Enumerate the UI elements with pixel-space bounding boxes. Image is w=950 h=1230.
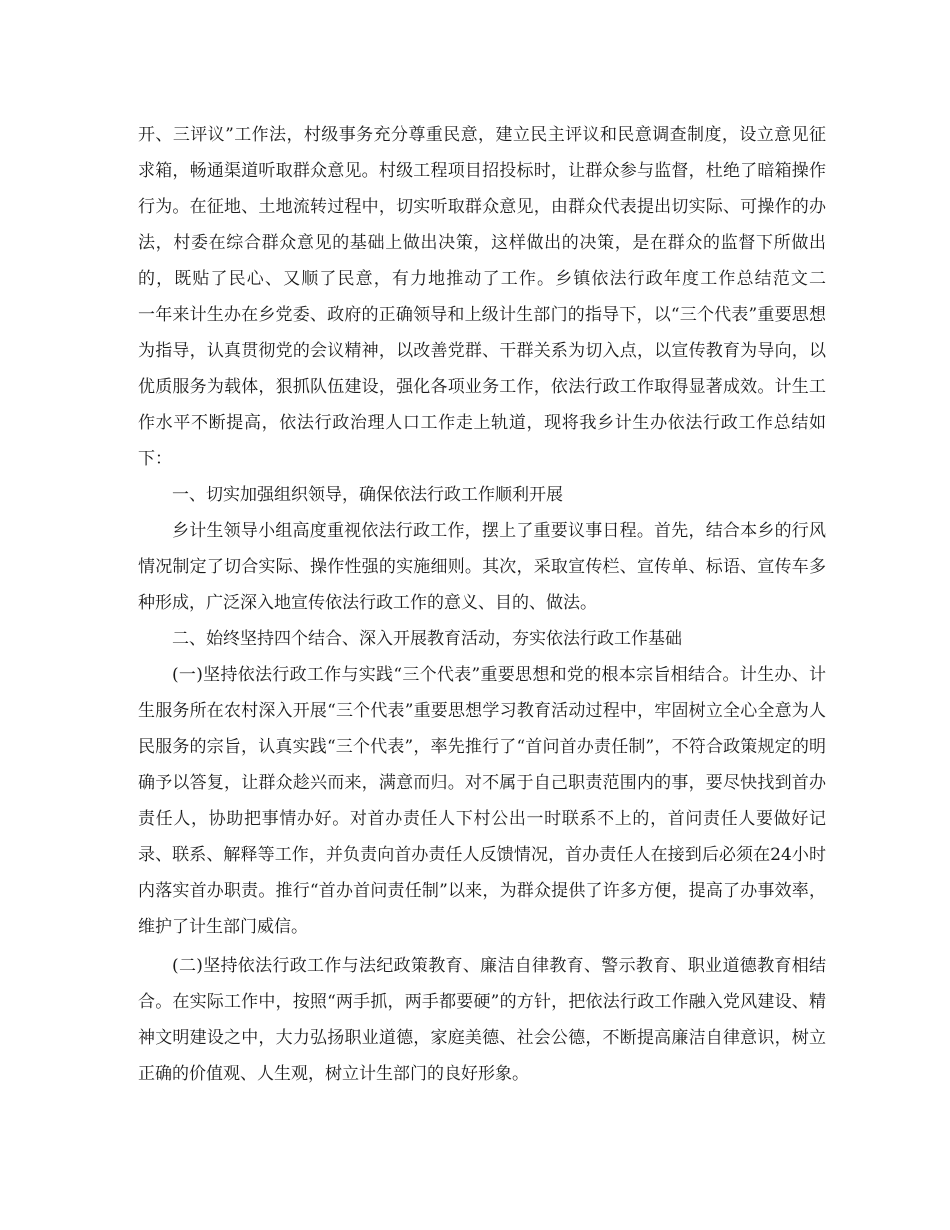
paragraph-section-one: 乡计生领导小组高度重视依法行政工作，摆上了重要议事日程。首先，结合本乡的行风情况制定了切合实际、操作性强的实施细则。其次，采取宣传栏、宣传单、标语、宣传车多种形成，广泛深入地宣传依法行政工作的意义、目的、做法。 [138, 521, 826, 613]
heading-section-one: 一、切实加强组织领导，确保依法行政工作顺利开展 [172, 485, 563, 505]
paragraph-item-two: (二)坚持依法行政工作与法纪政策教育、廉洁自律教育、警示教育、职业道德教育相结合。在实际工作中，按照“两手抓，两手都要硬”的方针，把依法行政工作融入党风建设、精神文明建设之中，大力弘扬职业道德，家庭美德、社会公德，不断提高廉洁自律意识，树立正确的价值观、人生观，树立计生部门的良好形象。 [138, 956, 826, 1084]
paragraph-intro: 开、三评议”工作法，村级事务充分尊重民意，建立民主评议和民意调查制度，设立意见征求箱，畅通渠道听取群众意见。村级工程项目招投标时，让群众参与监督，杜绝了暗箱操作行为。在征地、土地流转过程中，切实听取群众意见，由群众代表提出切实际、可操作的办法，村委在综合群众意见的基础上做出决策，这样做出的决策，是在群众的监督下所做出的，既贴了民心、又顺了民意，有力地推动了工作。乡镇依法行政年度工作总结范文二 一年来计生办在乡党委、政府的正确领导和上级计生部门的指导下，以“三个代表”重要思想为指导，认真贯彻党的会议精神，以改善党群、干群关系为切入点，以宣传教育为导向，以优质服务为载体，狠抓队伍建设，强化各项业务工作，依法行政工作取得显著成效。计生工作水平不断提高，依法行政治理人口工作走上轨道，现将我乡计生办依法行政工作总结如下： [138, 125, 860, 469]
paragraph-item-one: (一)坚持依法行政工作与实践“三个代表”重要思想和党的根本宗旨相结合。计生办、计生服务所在农村深入开展“三个代表”重要思想学习教育活动过程中，牢固树立全心全意为人民服务的宗旨，认真实践“三个代表”，率先推行了“首问首办责任制”，不符合政策规定的明确予以答复，让群众趁兴而来，满意而归。对不属于自己职责范围内的事，要尽快找到首办责任人，协助把事情办好。对首办责任人下村公出一时联系不上的，首问责任人要做好记录、联系、解释等工作，并负责向首办责任人反馈情况，首办责任人在接到后必须在24小时内落实首办职责。推行“首办首问责任制”以来，为群众提供了许多方便，提高了办事效率，维护了计生部门威信。 [138, 665, 826, 937]
document-body [138, 117, 860, 1092]
heading-section-two: 二、始终坚持四个结合、深入开展教育活动，夯实依法行政工作基础 [172, 629, 682, 649]
